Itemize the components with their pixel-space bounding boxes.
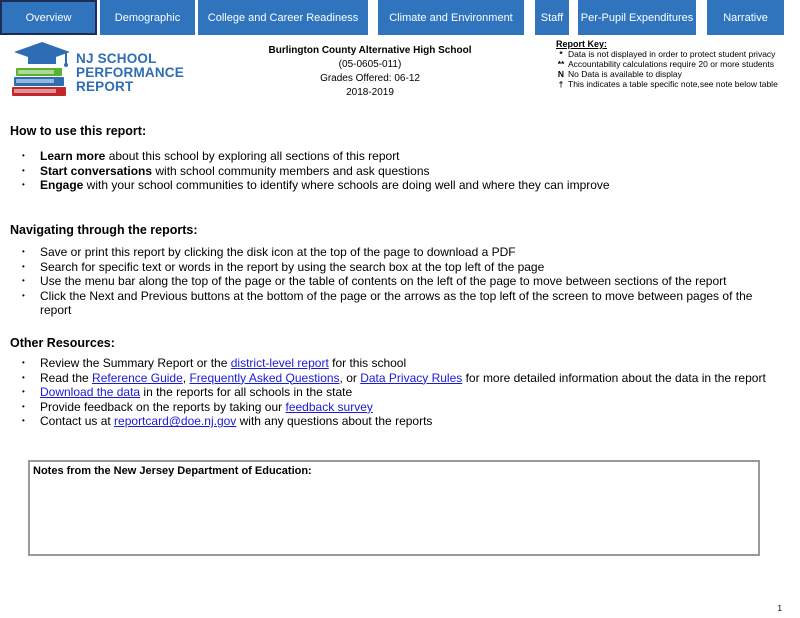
faq-link[interactable]: Frequently Asked Questions	[189, 370, 340, 385]
list-item: • Search for specific text or words in the report by using the search box at the top left of the page	[10, 260, 785, 275]
report-key-row	[556, 49, 796, 59]
report-key-text: Accountability calculations require 20 or more students	[568, 59, 774, 69]
list-item	[10, 178, 785, 193]
list-item-text: with any questions about the reports	[236, 414, 433, 429]
report-key-row	[556, 79, 796, 89]
nav-overview[interactable]: Overview	[0, 0, 97, 35]
nav-narrative[interactable]: Narrative	[707, 0, 784, 35]
school-info	[230, 44, 510, 100]
list-item-text: Contact us at	[40, 414, 115, 429]
nav-college-career-readiness[interactable]: College and Career Readiness	[198, 0, 368, 35]
notes-box	[28, 460, 760, 556]
resources-list	[10, 356, 785, 429]
report-key-text: This indicates a table specific note,see note below table	[568, 79, 778, 89]
list-item	[10, 400, 785, 415]
district-level-report-link[interactable]: district-level report	[230, 356, 329, 370]
report-key-symbol: †	[558, 79, 564, 89]
report-key-row	[556, 69, 796, 79]
navigating-section	[10, 223, 785, 318]
report-key-text: No Data is available to display	[568, 69, 682, 79]
list-item-text: ,	[182, 370, 190, 385]
logo-line-2: PERFORMANCE	[76, 65, 184, 80]
list-item-text: Read the	[40, 370, 93, 385]
nav-climate-environment[interactable]: Climate and Environment	[378, 0, 524, 35]
list-item	[10, 385, 785, 400]
list-item-text: with your school communities to identify where schools are doing well and where they can improve	[83, 178, 610, 193]
logo-line-3: REPORT	[76, 79, 134, 94]
list-item-text: Review the Summary Report or the	[40, 356, 231, 370]
report-key-symbol: **	[557, 59, 565, 69]
report-key-symbol: N	[557, 69, 565, 79]
navigating-list	[10, 245, 785, 318]
data-privacy-rules-link[interactable]: Data Privacy Rules	[360, 370, 463, 385]
report-key	[556, 39, 796, 89]
list-item	[10, 149, 785, 164]
list-item-text: Provide feedback on the reports by taking our	[40, 399, 286, 414]
list-item-bold: Learn more	[40, 149, 106, 163]
logo-line-1: NJ SCHOOL	[76, 51, 157, 66]
download-data-link[interactable]: Download the data	[40, 385, 141, 400]
list-item-text: , or	[339, 370, 361, 385]
contact-email-link[interactable]: reportcard@doe.nj.gov	[114, 414, 237, 429]
notes-title: Notes from the New Jersey Department of Education:	[33, 465, 312, 477]
list-item-text: with school community members and ask questions	[152, 163, 430, 178]
list-item-text: about this school by exploring all sections of this report	[105, 149, 400, 163]
school-year: 2018-2019	[346, 87, 394, 98]
list-item	[10, 356, 785, 371]
logo-text	[76, 52, 184, 94]
page-number: 1	[777, 604, 782, 613]
top-nav-bar	[0, 0, 800, 36]
list-item-text: in the reports for all schools in the state	[140, 385, 353, 400]
list-item-text: for this school	[328, 356, 407, 370]
list-item-bold: Engage	[40, 178, 84, 193]
books-graduation-cap-icon	[12, 40, 76, 102]
report-key-title: Report Key:	[556, 39, 608, 49]
resources-heading: Other Resources:	[10, 336, 115, 350]
report-key-symbol: *	[559, 49, 563, 59]
how-to-list	[10, 149, 785, 193]
grades-offered: Grades Offered: 06-12	[320, 73, 420, 84]
how-to-heading: How to use this report:	[10, 124, 147, 138]
school-code: (05-0605-011)	[338, 59, 402, 70]
list-item	[10, 164, 785, 179]
reference-guide-link[interactable]: Reference Guide	[92, 370, 183, 385]
list-item: • Use the menu bar along the top of the page or the table of contents on the left of the page to move between sections of the report	[10, 274, 785, 289]
list-item	[10, 371, 785, 386]
navigating-heading: Navigating through the reports:	[10, 223, 198, 237]
school-name: Burlington County Alternative High School	[268, 45, 472, 56]
report-key-text: Data is not displayed in order to protect student privacy	[568, 49, 776, 59]
how-to-section	[10, 124, 785, 193]
list-item: • Save or print this report by clicking the disk icon at the top of the page to download a PDF	[10, 245, 785, 260]
list-item: • Click the Next and Previous buttons at the bottom of the page or the arrows as the top left of the screen to move between pages of the report	[10, 289, 785, 318]
feedback-survey-link[interactable]: feedback survey	[285, 399, 373, 414]
report-key-row	[556, 59, 796, 69]
list-item-bold: Start conversations	[40, 163, 153, 178]
list-item	[10, 414, 785, 429]
list-item-text: for more detailed information about the data in the report	[462, 370, 766, 385]
resources-section	[10, 336, 785, 429]
nav-demographic[interactable]: Demographic	[100, 0, 195, 35]
nav-per-pupil-expenditures[interactable]: Per-Pupil Expenditures	[578, 0, 696, 35]
nav-staff[interactable]: Staff	[535, 0, 569, 35]
